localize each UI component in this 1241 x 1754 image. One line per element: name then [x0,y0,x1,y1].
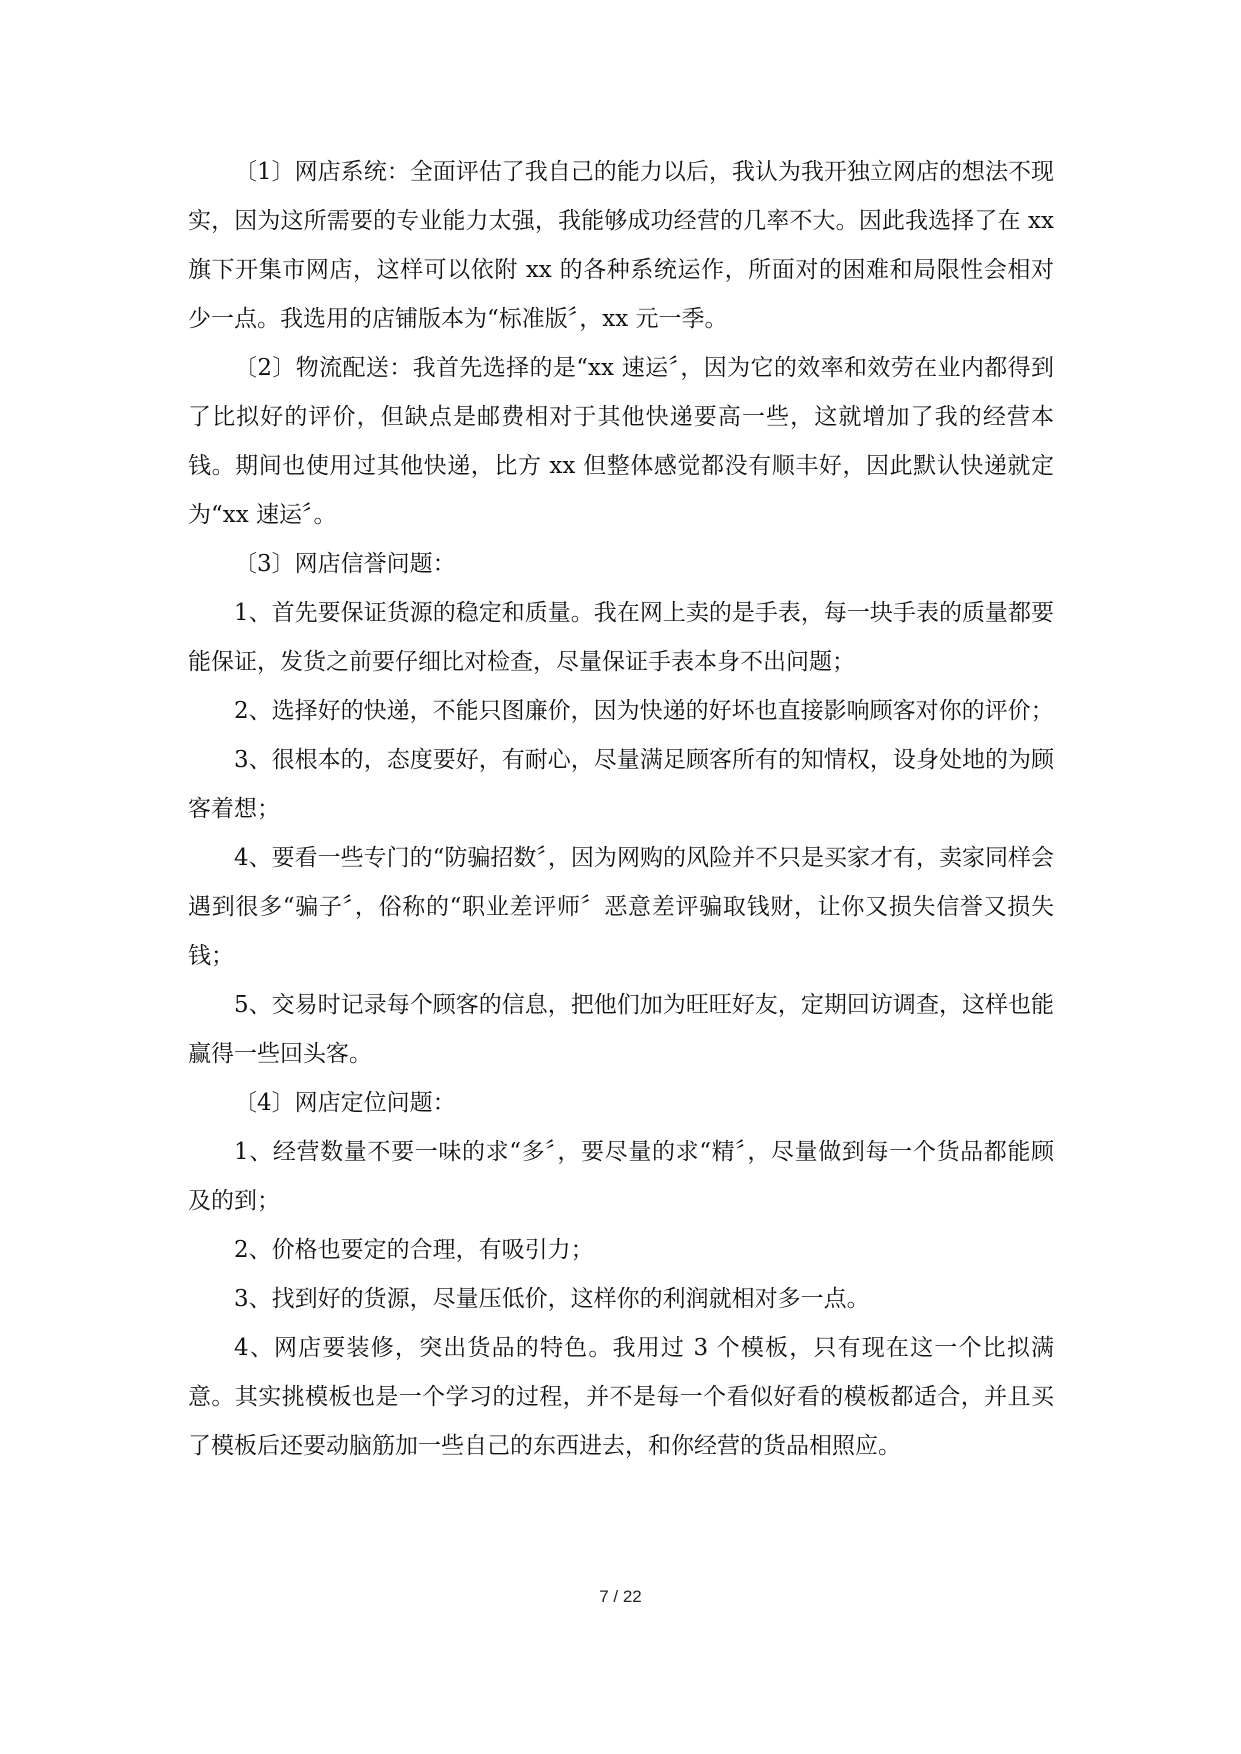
document-body [188,148,1054,1471]
heading-positioning-issues: 〔4〕网店定位问题： [234,1090,456,1116]
list-item-credit-4: 4、要看一些专门的“防骗招数〞，因为网购的风险并不只是买家才有，卖家同样会遇到很多“骗子〞，俗称的“职业差评师〞恶意差评骗取钱财，让你又损失信誉又损失钱； [188,845,1054,969]
list-item-credit-2: 2、选择好的快递，不能只图廉价，因为快递的好坏也直接影响顾客对你的评价； [234,698,1054,724]
heading-credit-issues: 〔3〕网店信誉问题： [234,551,456,577]
paragraph-online-store-system: 〔1〕网店系统：全面评估了我自己的能力以后，我认为我开独立网店的想法不现实，因为这所需要的专业能力太强，我能够成功经营的几率不大。因此我选择了在 xx 旗下开集市网店，这样可以依附 xx 的各种系统运作，所面对的困难和局限性会相对少一点。我选用的店铺版本为“标准版〞，xx 元一季。 [188,159,1054,332]
list-item-credit-1: 1、首先要保证货源的稳定和质量。我在网上卖的是手表，每一块手表的质量都要能保证，发货之前要仔细比对检查，尽量保证手表本身不出问题； [188,600,1054,675]
list-item-positioning-4: 4、网店要装修，突出货品的特色。我用过 3 个模板，只有现在这一个比拟满意。其实挑模板也是一个学习的过程，并不是每一个看似好看的模板都适合，并且买了模板后还要动脑筋加一些自己的东西进去，和你经营的货品相照应。 [188,1335,1054,1459]
list-item-positioning-1: 1、经营数量不要一味的求“多〞，要尽量的求“精〞，尽量做到每一个货品都能顾及的到； [188,1139,1054,1214]
list-item-credit-5: 5、交易时记录每个顾客的信息，把他们加为旺旺好友，定期回访调查，这样也能赢得一些回头客。 [188,992,1054,1067]
list-item-positioning-3: 3、找到好的货源，尽量压低价，这样你的利润就相对多一点。 [234,1286,870,1312]
page-number: 7 / 22 [599,1587,642,1606]
paragraph-logistics: 〔2〕物流配送：我首先选择的是“xx 速运〞，因为它的效率和效劳在业内都得到了比拟好的评价，但缺点是邮费相对于其他快递要高一些，这就增加了我的经营本钱。期间也使用过其他快递，比方 xx 但整体感觉都没有顺丰好，因此默认快递就定为“xx 速运〞。 [188,355,1054,528]
list-item-credit-3: 3、很根本的，态度要好，有耐心，尽量满足顾客所有的知情权，设身处地的为顾客着想； [188,747,1054,822]
list-item-positioning-2: 2、价格也要定的合理，有吸引力； [234,1237,594,1263]
